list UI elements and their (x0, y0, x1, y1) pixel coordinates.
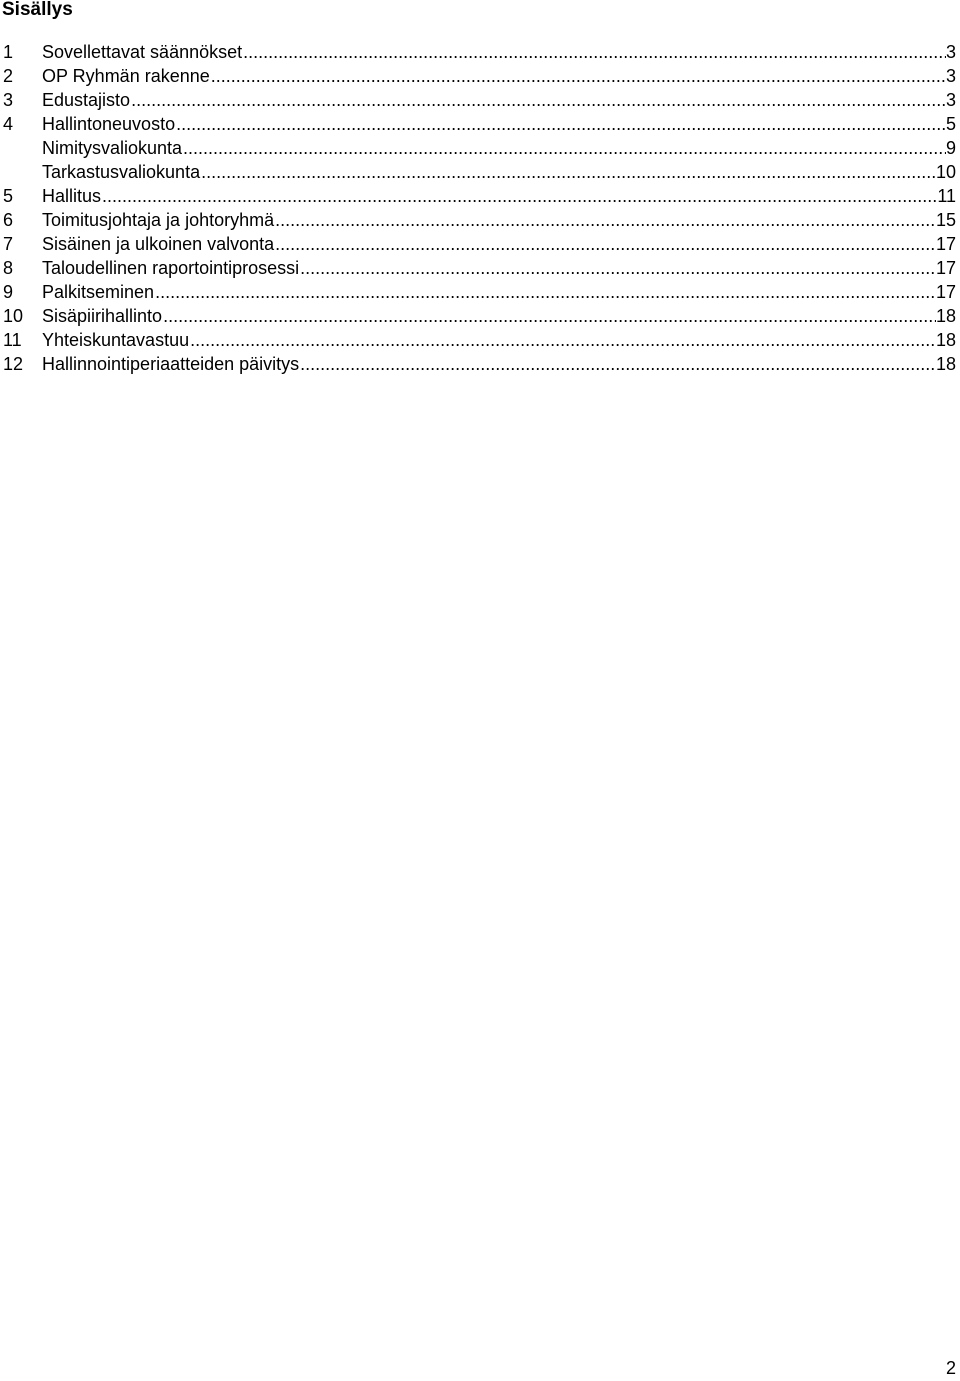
toc-entry-page: 3 (945, 90, 956, 110)
toc-entry-page: 17 (935, 282, 956, 302)
toc-entry-number: 11 (3, 330, 22, 350)
toc-entry-number: 10 (3, 306, 24, 326)
toc-entry-page: 9 (945, 138, 956, 158)
toc-entry[interactable] (0, 160, 956, 184)
toc-dot-leader (102, 184, 937, 208)
toc-entry-title: Hallitus (42, 186, 102, 206)
toc-entry-page: 11 (937, 186, 956, 206)
toc-dot-leader (163, 304, 936, 328)
toc-entry-number: 6 (3, 210, 14, 230)
toc-entry-title: OP Ryhmän rakenne (42, 66, 210, 86)
toc-dot-leader (201, 160, 936, 184)
toc-entry-title: Tarkastusvaliokunta (42, 162, 201, 182)
toc-dot-leader (300, 352, 936, 376)
toc-entry[interactable] (0, 352, 956, 376)
toc-entry-page: 3 (945, 66, 956, 86)
toc-entry-title: Hallintoneuvosto (42, 114, 176, 134)
toc-entry-title: Edustajisto (42, 90, 131, 110)
toc-dot-leader (300, 256, 936, 280)
toc-dot-leader (243, 40, 946, 64)
toc-entry-number: 12 (3, 354, 24, 374)
toc-dot-leader (183, 136, 946, 160)
toc-entry-page: 18 (935, 330, 956, 350)
toc-entry-number: 2 (3, 66, 14, 86)
toc-entry-title: Hallinnointiperiaatteiden päivitys (42, 354, 300, 374)
toc-entry-number: 1 (3, 42, 14, 62)
toc-entry-number: 4 (3, 114, 14, 134)
toc-entry-title: Sisäpiirihallinto (42, 306, 163, 326)
toc-entry[interactable] (0, 88, 956, 112)
toc-entry-title: Sisäinen ja ulkoinen valvonta (42, 234, 275, 254)
toc-entry[interactable] (0, 136, 956, 160)
toc-dot-leader (211, 64, 946, 88)
toc-entry[interactable] (0, 64, 956, 88)
toc-entry[interactable] (0, 184, 956, 208)
toc-entry-title: Sovellettavat säännökset (42, 42, 243, 62)
toc-entry-title: Nimitysvaliokunta (42, 138, 183, 158)
toc-entry-title: Palkitseminen (42, 282, 155, 302)
toc-entry-page: 15 (935, 210, 956, 230)
toc-dot-leader (176, 112, 946, 136)
toc-dot-leader (131, 88, 946, 112)
toc-entry-number: 7 (3, 234, 14, 254)
toc-entry-number: 3 (3, 90, 14, 110)
toc-dot-leader (275, 232, 936, 256)
page-number: 2 (945, 1358, 956, 1378)
table-of-contents (0, 40, 956, 376)
toc-entry-page: 18 (935, 354, 956, 374)
toc-entry-page: 5 (945, 114, 956, 134)
toc-entry-page: 17 (935, 234, 956, 254)
toc-entry[interactable] (0, 208, 956, 232)
toc-entry[interactable] (0, 304, 956, 328)
toc-entry-page: 3 (945, 42, 956, 62)
toc-entry-title: Toimitusjohtaja ja johtoryhmä (42, 210, 275, 230)
toc-entry[interactable] (0, 232, 956, 256)
toc-entry-number: 9 (3, 282, 14, 302)
toc-entry-page: 18 (935, 306, 956, 326)
toc-entry-page: 10 (935, 162, 956, 182)
toc-dot-leader (190, 328, 936, 352)
toc-entry[interactable] (0, 256, 956, 280)
toc-entry-title: Yhteiskuntavastuu (42, 330, 190, 350)
toc-entry[interactable] (0, 280, 956, 304)
toc-heading: Sisällys (2, 0, 73, 20)
toc-entry-number: 8 (3, 258, 14, 278)
toc-entry[interactable] (0, 40, 956, 64)
toc-dot-leader (275, 208, 936, 232)
toc-entry[interactable] (0, 112, 956, 136)
toc-entry-title: Taloudellinen raportointiprosessi (42, 258, 300, 278)
toc-entry-number: 5 (3, 186, 14, 206)
toc-dot-leader (155, 280, 936, 304)
toc-entry-page: 17 (935, 258, 956, 278)
toc-entry[interactable] (0, 328, 956, 352)
